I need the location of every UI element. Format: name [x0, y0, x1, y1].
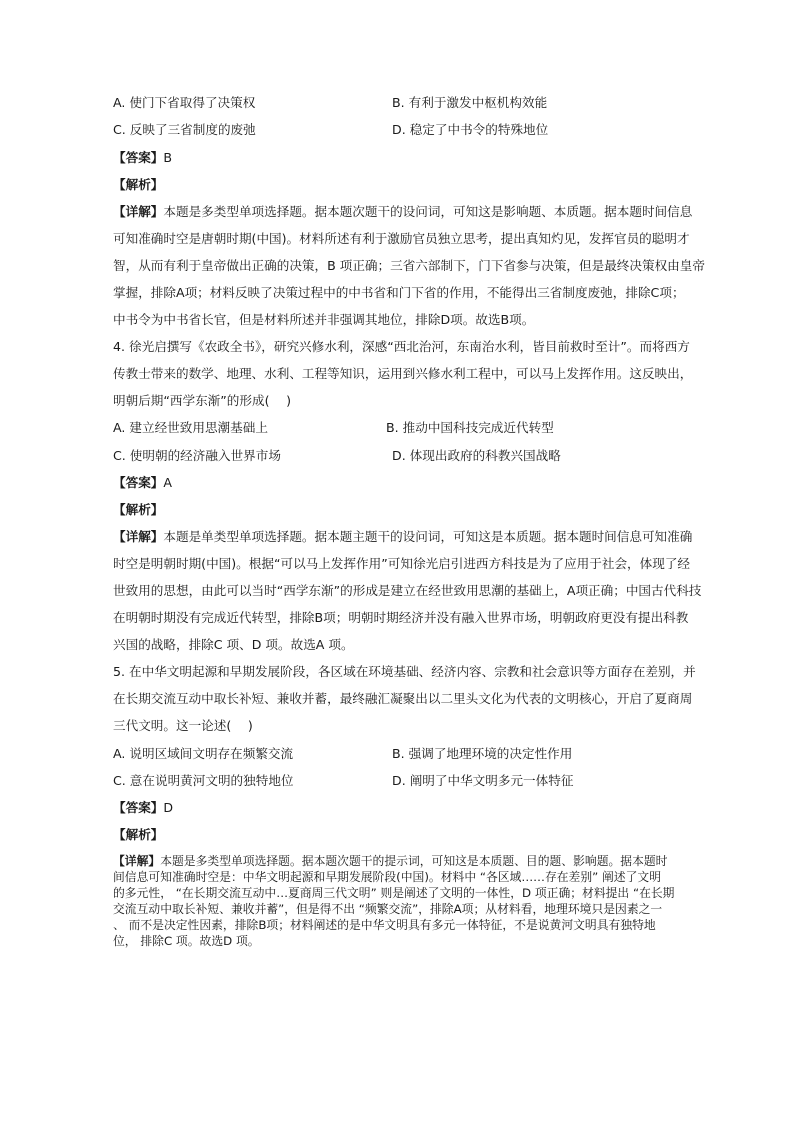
answer-tag: 【答案】 [113, 475, 164, 490]
q5-analysis-tag: 【解析】 [113, 827, 164, 842]
answer-value: A [163, 475, 172, 490]
q5-detail-line: 位， 排除C 项。故选D 项。 [113, 934, 260, 948]
q5-detail-line [113, 854, 667, 869]
q5-stem-line: 5. 在中华文明起源和早期发展阶段，各区域在环境基础、经济内容、宗教和社会意识等方面存在差别，并 [113, 664, 696, 679]
q3-option-a: A. 使门下省取得了决策权 [113, 95, 256, 110]
q5-detail-line: 的多元性， “在长期交流互动中…夏商周三代文明” 则是阐述了文明的一体性，D 项正确；材料提出 “在长期 [113, 886, 675, 900]
answer-value: D [163, 800, 174, 815]
q3-option-c: C. 反映了三省制度的废弛 [113, 122, 256, 137]
q4-stem-line: 传教士带来的数学、地理、水利、工程等知识，运用到兴修水利工程中，可以马上发挥作用。这反映出， [113, 366, 693, 381]
answer-tag: 【答案】 [113, 800, 164, 815]
q5-option-a: A. 说明区域间文明存在频繁交流 [113, 746, 294, 761]
q5-option-d: D. 阐明了中华文明多元一体特征 [392, 773, 574, 788]
q3-analysis-tag: 【解析】 [113, 177, 164, 192]
q4-stem-line: 4. 徐光启撰写《农政全书》，研究兴修水利，深感“西北治河，东南治水利，皆目前救时至计”。而将西方 [113, 339, 690, 354]
q3-detail-line: 中书令为中书省长官，但是材料所述并非强调其地位，排除D项。故选B项。 [113, 312, 535, 327]
q4-option-d: D. 体现出政府的科教兴国战略 [392, 448, 561, 463]
q3-detail-line [113, 204, 692, 220]
q4-option-b: B. 推动中国科技完成近代转型 [386, 420, 554, 435]
q3-detail-line: 可知准确时空是唐朝时期(中国)。材料所述有利于激励官员独立思考，提出真知灼见，发挥官员的聪明才 [113, 231, 690, 246]
q4-option-a: A. 建立经世致用思潮基础上 [113, 420, 268, 435]
q5-detail-line: 交流互动中取长补短、兼收并蓄”，但是得不出 “频繁交流”，排除A项；从材料看，地理环境只是因素之一 [113, 902, 663, 916]
q4-option-c: C. 使明朝的经济融入世界市场 [113, 448, 281, 463]
q3-answer [113, 150, 172, 166]
answer-value: B [163, 150, 173, 165]
q5-answer [113, 800, 173, 816]
detail-tag: 【详解】 [113, 529, 164, 544]
detail-tag: 【详解】 [113, 204, 164, 219]
q3-option-d: D. 稳定了中书令的特殊地位 [392, 122, 549, 137]
q5-stem-line: 三代文明。这一论述( ) [113, 718, 253, 733]
q3-detail-line: 智，从而有利于皇帝做出正确的决策，B 项正确；三省六部制下，门下省参与决策，但是最终决策权由皇帝 [113, 258, 705, 273]
q4-detail-line [113, 529, 692, 545]
q5-detail-line: 、 而不是决定性因素，排除B项；材料阐述的是中华文明具有多元一体特征，不是说黄河文明具有独特地 [113, 918, 656, 932]
q5-option-c: C. 意在说明黄河文明的独特地位 [113, 773, 294, 788]
answer-tag: 【答案】 [113, 150, 164, 165]
q4-stem-line: 明朝后期“西学东渐”的形成( ) [113, 393, 292, 408]
q5-stem-line: 在长期交流互动中取长补短、兼收并蓄，最终融汇凝聚出以二里头文化为代表的文明核心，开启了夏商周 [113, 691, 693, 706]
q3-option-b: B. 有利于激发中枢机构效能 [392, 95, 548, 110]
q4-detail-line: 兴国的战略，排除C 项、D 项。故选A 项。 [113, 637, 354, 652]
detail-text: 本题是多类型单项选择题。据本题次题干的设问词，可知这是影响题、本质题。据本题时间信息 [163, 204, 693, 219]
detail-text: 本题是多类型单项选择题。据本题次题干的提示词，可知这是本质题、目的题、影响题。据本题时 [160, 854, 668, 868]
q4-detail-line: 世致用的思想，由此可以当时“西学东渐”的形成是建立在经世致用思潮的基础上，A项正确；中国古代科技 [113, 583, 702, 598]
detail-tag: 【详解】 [113, 854, 161, 868]
q4-detail-line: 时空是明朝时期(中国)。根据“可以马上发挥作用”可知徐光启引进西方科技是为了应用于社会，体现了经 [113, 556, 691, 571]
detail-text: 本题是单类型单项选择题。据本题主题干的设问词，可知这是本质题。据本题时间信息可知准确 [163, 529, 693, 544]
q3-detail-line: 掌握，排除A项；材料反映了决策过程中的中书省和门下省的作用，不能得出三省制度废弛，排除C项； [113, 285, 685, 300]
q5-option-b: B. 强调了地理环境的决定性作用 [392, 746, 573, 761]
q4-analysis-tag: 【解析】 [113, 502, 164, 517]
q4-answer [113, 475, 172, 491]
q5-detail-line: 间信息可知准确时空是：中华文明起源和早期发展阶段(中国)。材料中 “各区域……存在差别” 阐述了文明 [113, 870, 661, 884]
q4-detail-line: 在明朝时期没有完成近代转型，排除B项；明朝时期经济并没有融入世界市场，明朝政府更没有提出科教 [113, 610, 689, 625]
